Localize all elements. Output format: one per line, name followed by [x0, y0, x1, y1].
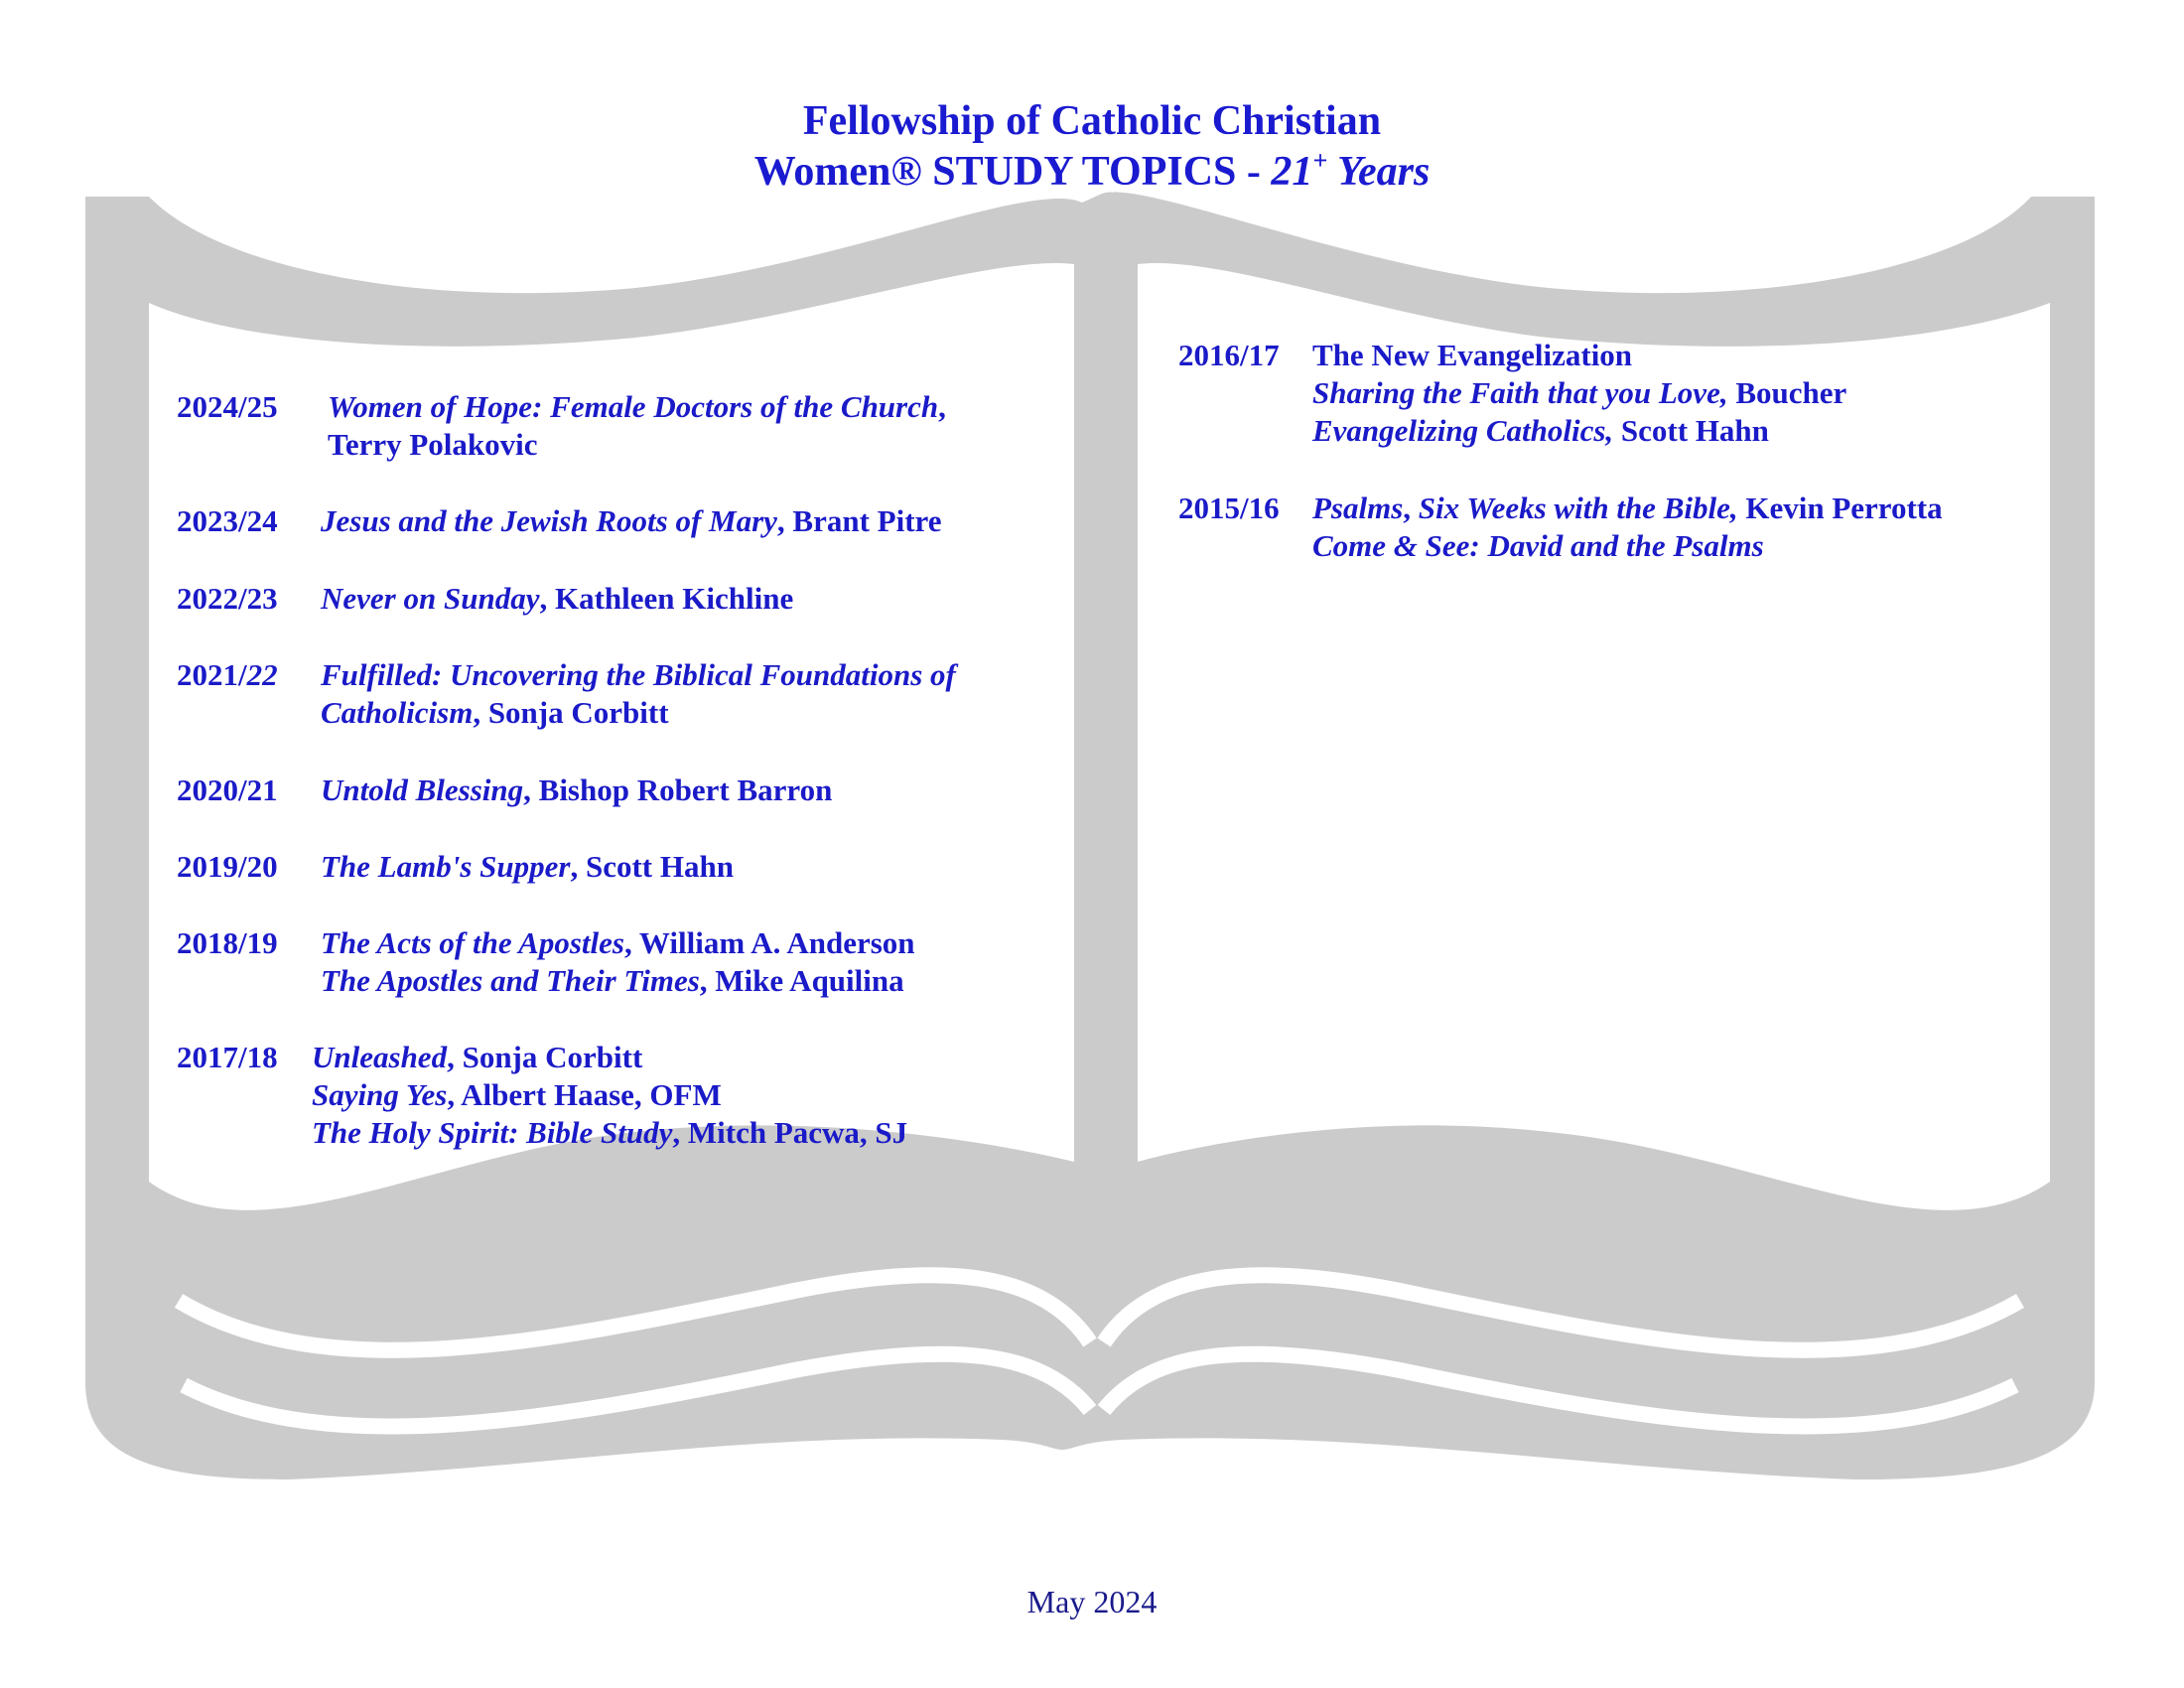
entry-year: 2018/19 [177, 925, 278, 960]
footer-date: May 2024 [1026, 1584, 1158, 1619]
entry-year: 2017/18 [177, 1040, 278, 1074]
entry-year: 2023/24 [177, 503, 278, 538]
page-title: Fellowship of Catholic Christian [802, 98, 1382, 144]
entry-year: 2020/21 [177, 773, 278, 807]
entry-year: 2019/20 [177, 849, 278, 884]
entry-year: 2015/16 [1178, 491, 1280, 525]
entry-year: 2024/25 [177, 389, 278, 424]
page-subtitle: Women® STUDY TOPICS - 21+ Years [753, 146, 1431, 195]
entry-year: 2016/17 [1178, 338, 1280, 372]
entry-year: 2021/22 [177, 657, 278, 692]
entry-year: 2022/23 [177, 581, 278, 616]
